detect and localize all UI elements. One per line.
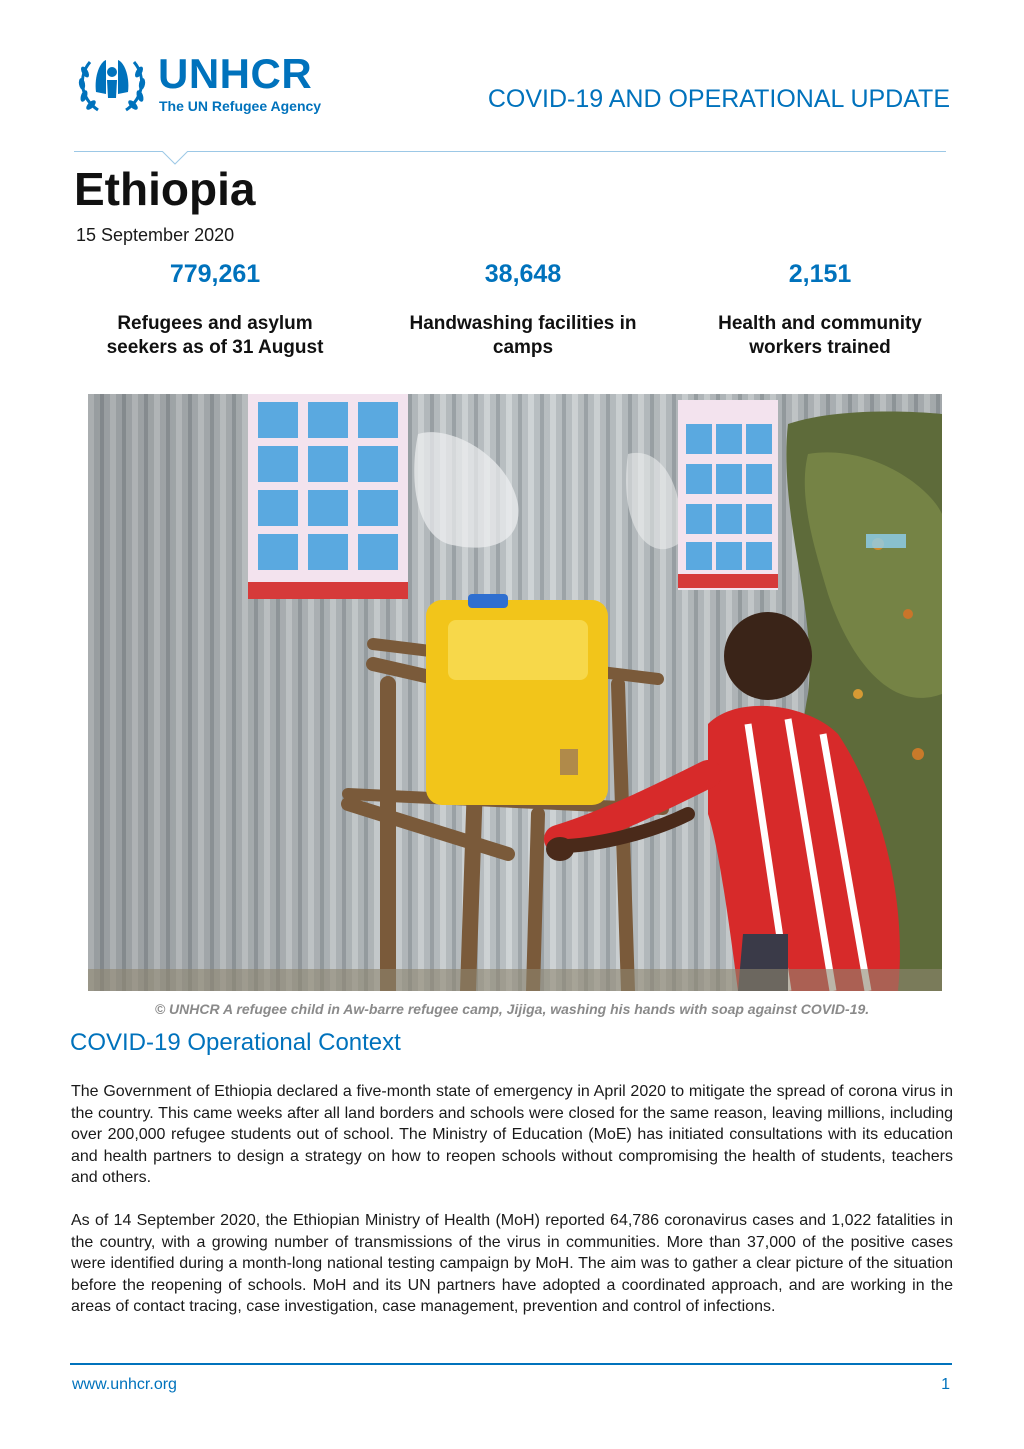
key-figure-label — [378, 312, 668, 360]
key-figure-value: 779,261 — [169, 260, 261, 288]
cover-photo — [88, 394, 942, 991]
logo-wordmark: UNHCR — [158, 50, 313, 97]
body-paragraph: The Government of Ethiopia declared a five-month state of emergency in April 2020 to mitigate the spread of corona virus in the country. This came weeks after all land borders and schools were closed for the same reason, leaving millions, including over 200,000 refugee students out of school. The Ministry of Education (MoE) has initiated consultations with its education and health partners to design a strategy on how to reopen schools without compromising the health of students, teachers and others. — [71, 1083, 953, 1187]
key-figure-label-line: seekers as of 31 August — [106, 337, 324, 358]
report-date: 15 September 2020 — [76, 225, 235, 245]
body-paragraph: As of 14 September 2020, the Ethiopian Ministry of Health (MoH) reported 64,786 coronavirus cases and 1,022 fatalities in the country, with a growing number of transmissions of the virus in communities. More than 37,000 of the positive cases were identified during a month-long national testing campaign by MoH. The aim was to gather a clear picture of the situation before the reopening of schools. MoH and its UN partners have adopted a coordinated approach, and are working in the areas of contact tracing, case investigation, case management, prevention and control of infections. — [71, 1212, 953, 1316]
key-figure-label-line: Refugees and asylum — [117, 313, 313, 334]
key-figure-label-line: Handwashing facilities in — [409, 313, 637, 334]
footer-website-link[interactable]: www.unhcr.org — [72, 1376, 177, 1393]
unhcr-logo — [76, 48, 346, 120]
key-figure-label-line: workers trained — [749, 337, 891, 358]
handwashing-photo-illustration — [88, 394, 942, 991]
photo-caption: © UNHCR A refugee child in Aw-barre refugee camp, Jijiga, washing his hands with soap against COVID-19. — [154, 1001, 870, 1017]
key-figure-value: 2,151 — [788, 260, 852, 288]
header-divider — [74, 151, 946, 152]
key-figure-refugees — [70, 258, 360, 360]
key-figure-label-line: Health and community — [718, 313, 922, 334]
key-figure-handwashing — [378, 258, 668, 360]
key-figure-health-workers — [675, 258, 965, 360]
key-figure-label — [70, 312, 360, 360]
page-title: Ethiopia — [74, 163, 256, 215]
unhcr-emblem-icon — [76, 48, 148, 116]
page-number: 1 — [941, 1376, 950, 1393]
key-figure-label — [675, 312, 965, 360]
key-figure-label-line: camps — [492, 337, 554, 358]
key-figure-value: 38,648 — [484, 260, 562, 288]
document-type: COVID-19 AND OPERATIONAL UPDATE — [487, 85, 950, 113]
logo-tagline: The UN Refugee Agency — [159, 98, 322, 114]
section-heading: COVID-19 Operational Context — [70, 1029, 401, 1056]
footer-divider — [70, 1363, 952, 1365]
